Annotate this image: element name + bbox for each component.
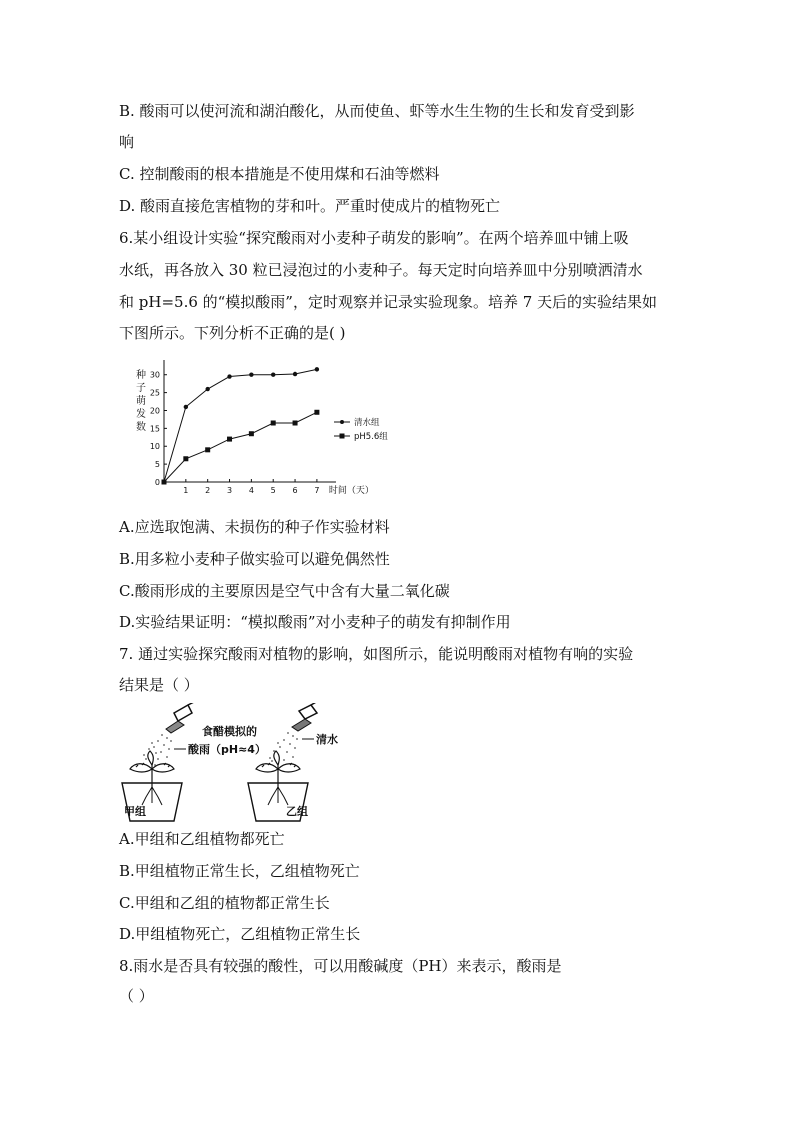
q6-stem-line2: 水纸，再各放入 30 粒已浸泡过的小麦种子。每天定时向培养皿中分别喷洒清水: [119, 261, 643, 279]
q6-stem-line3: 和 pH=5.6 的“模拟酸雨”，定时观察并记录实验现象。培养 7 天后的实验结果如: [119, 293, 658, 311]
q6-stem-line1: 6.某小组设计实验“探究酸雨对小麦种子萌发的影响”。在两个培养皿中铺上吸: [119, 229, 629, 247]
q6-option-a: A.应选取饱满、未损伤的种子作实验材料: [119, 518, 390, 536]
data-point-square: [271, 421, 276, 426]
x-tick-label: 3: [226, 486, 233, 495]
q7-option-c: C.甲组和乙组的植物都正常生长: [119, 894, 330, 912]
x-tick-label: 4: [248, 486, 254, 495]
spray-drops-left: [143, 734, 172, 766]
series-line-1: [164, 369, 317, 482]
y-label-char: 种: [136, 370, 146, 381]
legend-marker-square: [340, 434, 345, 439]
q6-option-c: C.酸雨形成的主要原因是空气中含有大量二氧化碳: [119, 582, 450, 600]
legend-marker-circle: [340, 420, 344, 424]
q8-stem-line1: 8.雨水是否具有较强的酸性，可以用酸碱度（PH）来表示，酸雨是: [119, 957, 562, 975]
x-tick-label: 5: [270, 486, 276, 495]
q7-option-a: A.甲组和乙组植物都死亡: [119, 830, 285, 848]
data-point-circle: [227, 374, 231, 378]
q7-stem-line1: 7. 通过实验探究酸雨对植物的影响，如图所示，能说明酸雨对植物有响的实验: [119, 645, 634, 663]
sprayer-right-icon: [292, 703, 318, 731]
data-point-square: [314, 410, 319, 415]
data-point-square: [249, 431, 254, 436]
y-tick-label: 25: [149, 388, 160, 398]
group-b-label: 乙组: [286, 805, 308, 818]
y-tick-label: 10: [149, 442, 160, 452]
q6-option-b: B.用多粒小麦种子做实验可以避免偶然性: [119, 550, 390, 568]
y-label-char: 发: [136, 409, 146, 420]
figure-left-label-1: 食醋模拟的: [202, 725, 257, 738]
data-point-square: [227, 437, 232, 442]
q6-stem-line4: 下图所示。下列分析不正确的是( ): [119, 324, 346, 342]
group-a-label: 甲组: [124, 805, 146, 818]
figure-right-label: 清水: [316, 733, 338, 746]
data-point-circle: [249, 373, 253, 377]
y-tick-label: 5: [154, 460, 160, 470]
q6-option-d: D.实验结果证明：“模拟酸雨”对小麦种子的萌发有抑制作用: [119, 613, 511, 631]
y-tick-label: 20: [149, 406, 160, 416]
x-axis-label: 时间（天）: [328, 486, 374, 496]
q5-option-c: C. 控制酸雨的根本措施是不使用煤和石油等燃料: [119, 165, 440, 183]
y-axis-label: [136, 368, 146, 433]
plant-experiment-figure: [116, 703, 396, 825]
data-point-circle: [315, 367, 319, 371]
y-label-char: 萌: [136, 396, 146, 407]
x-tick-label: 1: [183, 486, 189, 495]
y-label-char: 子: [136, 383, 146, 394]
q7-option-b: B.甲组植物正常生长，乙组植物死亡: [119, 862, 360, 880]
q8-stem-line2: （ ）: [119, 987, 154, 1005]
data-point-circle: [184, 405, 188, 409]
y-tick-label: 30: [149, 370, 160, 380]
data-point-square: [293, 421, 298, 426]
sprayer-left-icon: [166, 703, 196, 733]
data-point-square: [162, 480, 167, 485]
figure-left-label-2: 酸雨（pH≈4）: [188, 743, 266, 756]
x-tick-label: 6: [292, 486, 298, 495]
data-point-square: [205, 447, 210, 452]
x-tick-label: 2: [205, 486, 211, 495]
q5-option-d: D. 酸雨直接危害植物的芽和叶。严重时使成片的植物死亡: [119, 197, 501, 215]
q5-option-b-line1: B. 酸雨可以使河流和湖泊酸化，从而使鱼、虾等水生生物的生长和发育受到影: [119, 102, 635, 120]
q7-stem-line2: 结果是（ ）: [119, 676, 199, 694]
y-tick-label: 15: [149, 424, 160, 434]
data-point-circle: [205, 387, 209, 391]
germination-chart: [128, 358, 398, 503]
y-tick-label: 0: [154, 478, 160, 487]
data-point-square: [183, 456, 188, 461]
legend-label: 清水组: [354, 418, 380, 428]
q7-option-d: D.甲组植物死亡，乙组植物正常生长: [119, 925, 361, 943]
spray-drops-right: [269, 732, 298, 762]
data-point-circle: [293, 372, 297, 376]
q5-option-b-line2: 响: [119, 133, 135, 151]
x-tick-label: 7: [314, 486, 320, 495]
data-point-circle: [271, 373, 275, 377]
y-label-char: 数: [136, 422, 146, 433]
legend-label: pH5.6组: [354, 432, 388, 442]
